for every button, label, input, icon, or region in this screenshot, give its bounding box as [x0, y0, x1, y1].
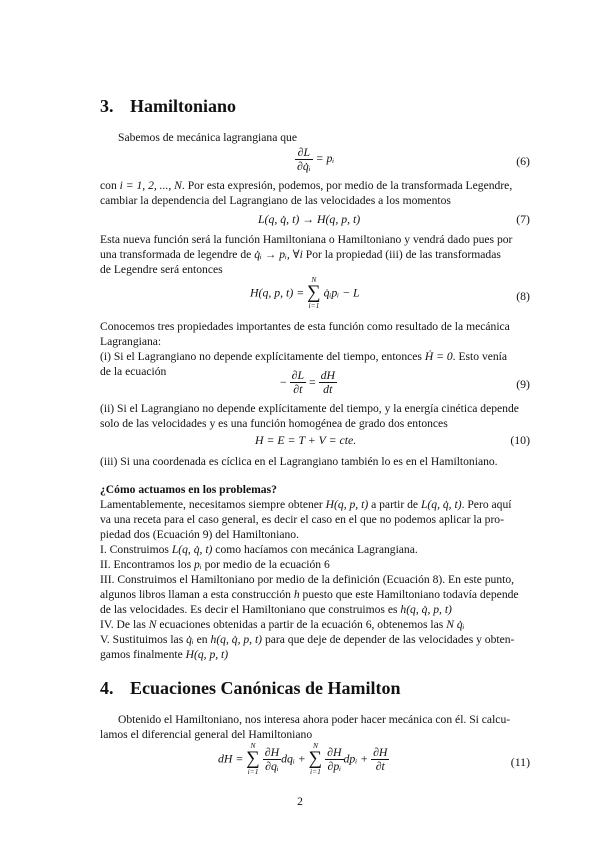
step-4: IV. De las N ecuaciones obtenidas a partir de la ecuación 6, obtenemos las N q̇ᵢ [100, 618, 465, 631]
equation-11: dH = N ∑ i=1 $\frac{\partial H}{\text{∂qᵢ}}$ dqᵢ + N ∑ i=1 $\frac{\partial H}{\text{∂pᵢ}}$ dpᵢ + $\frac{\partial H}{\partial t}$ (11) [218, 741, 530, 776]
paragraph-intro [100, 130, 516, 145]
paragraph-recipe: ¿Cómo actuamos en los problemas? Lamentablemente, necesitamos siempre obtener H(q, p, t) a partir de L(q, q̇, t). Pero aquí va una receta para el caso general, es decir el caso en el que no podemos aplicar la pro- piedad dos (Ecuación 9) del Hamiltoniano. I. Construimos L(q, q̇, t) como hacíamos con mecánica Lagrangiana. II. Encontramos los pᵢ por medio de la ecuación 6 III. Construimos el Hamiltoniano por medio de la definición (Ecuación 8). En este punto, algunos libros llaman a esta construcción h puesto que este Hamiltoniano todavía depende de las velocidades. Es decir el Hamiltoniano que construimos es h(q, q̇, p, t) IV. De las N ecuaciones obtenidas a partir de la ecuación 6, obtenemos las N q̇ᵢ V. Sustituimos las q̇ᵢ en h(q, q̇, p, t) para que deje de depender de las velocidades y obten- gamos finalmente H(q, p, t) [100, 483, 519, 661]
equation-number: (11) [510, 755, 530, 769]
fraction: $\frac{\partial L}{\text{∂q̇ᵢ}}$ [297, 145, 311, 173]
inline-math: i = 1, 2, ..., N [119, 179, 182, 192]
step-3: III. Construimos el Hamiltoniano por medio de la definición (Ecuación 8). En este punto, [100, 573, 515, 586]
equation-number: (9) [516, 377, 530, 391]
text-line: solo de las velocidades y es una función homogénea de grado dos entonces [100, 417, 448, 430]
paragraph-properties: Conocemos tres propiedades importantes de esta función como resultado de la mecánica Lagrangiana: (i) Si el Lagrangiano no depende explícitamente del tiempo, entonces Ḣ = 0. Esto venía de la ecuación [100, 319, 516, 379]
paragraph-property-iii [100, 454, 516, 469]
equation-8 [100, 276, 530, 316]
text-line: (ii) Si el Lagrangiano no depende explícitamente del tiempo, y la energía cinética depende [100, 402, 519, 415]
section-4-heading [100, 678, 401, 699]
fraction: $\frac{\partial H}{\text{∂qᵢ}}$ [264, 744, 280, 773]
paragraph-canonical [100, 712, 516, 742]
fraction: $\frac{\partial H}{\text{∂pᵢ}}$ [327, 744, 342, 773]
text-line: Lagrangiana: [100, 335, 162, 348]
text-line: va una receta para el caso general, es decir el caso en el que no podemos aplicar la pro- [100, 513, 504, 526]
equation-number: (7) [516, 212, 530, 226]
summation-symbol: N ∑ i=1 [246, 741, 260, 776]
equation-9: − $\frac{\partial L}{\partial t}$ = $\frac{dH}{dt}$ (9) [280, 368, 530, 396]
section-number: 3. [100, 96, 114, 116]
equation-6 [100, 146, 530, 176]
equation-10 [100, 433, 530, 449]
text-line: cambiar la dependencia del Lagrangiano de las velocidades a los momentos [100, 194, 451, 207]
text-line: (iii) Si una coordenada es cíclica en el Lagrangiano también lo es en el Hamiltoniano. [100, 455, 498, 468]
subsection-heading: ¿Cómo actuamos en los problemas? [100, 483, 277, 496]
section-number: 4. [100, 678, 114, 698]
page-number: 2 [297, 795, 303, 808]
text-line: Obtenido el Hamiltoniano, nos interesa ahora poder hacer mecánica con él. Si calcu- [118, 713, 511, 726]
text-line: Esta nueva función será la función Hamiltoniana o Hamiltoniano y vendrá dado pues por [100, 233, 513, 246]
equation-rhs: q̇ᵢpᵢ − L [323, 285, 360, 300]
inline-math: Ḣ = 0 [424, 350, 453, 363]
step-2: II. Encontramos los pᵢ por medio de la ecuación 6 [100, 558, 330, 571]
equation-7 [100, 212, 530, 228]
text-line: de Legendre será entonces [100, 263, 223, 276]
equation-lhs: H(q, p, t) = [250, 285, 305, 300]
fraction: $\frac{dH}{dt}$ [320, 368, 335, 396]
inline-math: q̇ᵢ → pᵢ, ∀i [254, 248, 303, 261]
paragraph-hamiltonian-def: Esta nueva función será la función Hamiltoniana o Hamiltoniano y vendrá dado pues por una transformada de legendre de q̇ᵢ → pᵢ, ∀i Por la propiedad (iii) de las transformadas de Legendre será entonces [100, 232, 516, 277]
equation-number: (10) [510, 433, 530, 447]
fraction: $\frac{\partial L}{\partial t}$ [291, 368, 304, 396]
step-1: I. Construimos L(q, q̇, t) como hacíamos con mecánica Lagrangiana. [100, 543, 418, 556]
section-title: Hamiltoniano [130, 96, 237, 116]
equation-expression: H = E = T + V = cte. [255, 433, 357, 447]
equation-number: (8) [516, 289, 530, 303]
equation-expression: L(q, q̇, t) → H(q, p, t) [258, 212, 361, 226]
fraction: $\frac{\partial H}{\partial t}$ [373, 744, 388, 773]
equation-rhs: = pᵢ [315, 151, 335, 166]
text-line: piedad dos (Ecuación 9) del Hamiltoniano. [100, 528, 299, 541]
section-title: Ecuaciones Canónicas de Hamilton [130, 678, 401, 698]
step-5: V. Sustituimos las q̇ᵢ en h(q, q̇, p, t) para que deje de depender de las velocidades y obten- [100, 633, 515, 646]
text-line: lamos el diferencial general del Hamiltoniano [100, 728, 313, 741]
summation-symbol: N ∑ i=1 [308, 741, 323, 776]
text-line: Sabemos de mecánica lagrangiana que [118, 131, 297, 144]
paragraph-legendre: con i = 1, 2, ..., N. Por esta expresión, podemos, por medio de la transformada Legendre, cambiar la dependencia del Lagrangiano de las velocidades a los momentos [100, 178, 516, 208]
summation-symbol: N ∑ i=1 [307, 275, 321, 310]
paragraph-property-ii [100, 401, 519, 431]
text-line: Conocemos tres propiedades importantes de esta función como resultado de la mecánica [100, 320, 510, 333]
text-line: de la ecuación [100, 365, 167, 378]
equation-number: (6) [516, 154, 530, 168]
section-3-heading [100, 96, 236, 117]
